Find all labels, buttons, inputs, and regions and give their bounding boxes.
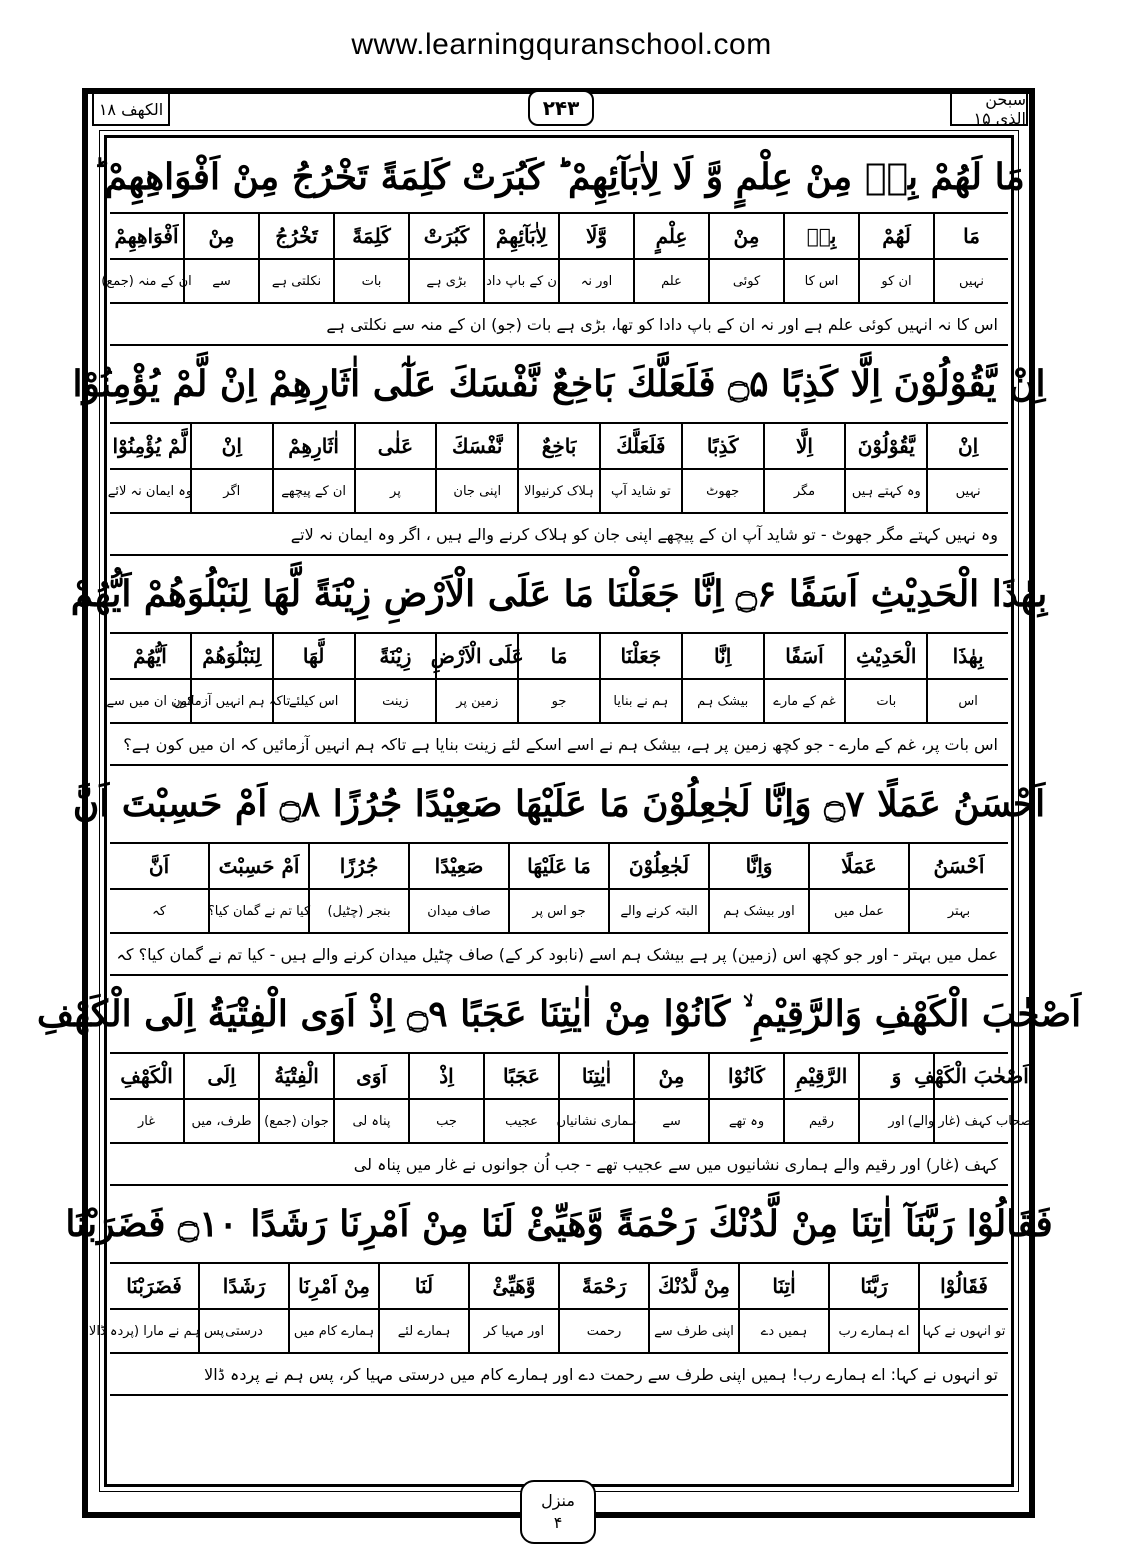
surah-name-label: الکھف ۱۸ [92, 92, 170, 126]
arabic-word-cell: لَهُمْ [858, 214, 933, 258]
urdu-meaning-cell: رحمت [558, 1310, 648, 1352]
arabic-word-cell: اِلَّا [763, 424, 845, 468]
urdu-meaning-cell: کون ان میں سے [106, 693, 194, 709]
urdu-meaning-cell: البتہ کرنے والے [608, 890, 708, 932]
arabic-word-cell: الرَّقِيْمِ [783, 1054, 858, 1098]
word-meaning-row [110, 1100, 1036, 1144]
arabic-word-cell: لِاٰبَآئِهِمْ [483, 214, 558, 258]
manzil-number: ۴ [553, 1513, 563, 1532]
urdu-translation-line: کہف (غار) اور رقیم والے ہماری نشانیوں میں سے عجیب تھے - جب اُن جوانوں نے غار میں پناہ لی [110, 1144, 1008, 1186]
arabic-word-cell: مَا [933, 214, 1008, 258]
urdu-meaning-cell: جو [517, 680, 599, 722]
urdu-meaning-cell: ان کے منہ (جمع) [101, 273, 192, 289]
verse-section [72, 346, 1046, 556]
arabic-word-cell: اَنَّ [148, 854, 170, 878]
urdu-meaning-cell: ہلاک کرنیوالا [517, 470, 599, 512]
urdu-meaning-cell: اور [858, 1100, 933, 1142]
urdu-meaning-cell: بڑی ہے [408, 260, 483, 302]
para-name-label: سبحن الذی ۱۵ [950, 92, 1028, 126]
arabic-word-cell: يَّقُوْلُوْنَ [844, 424, 926, 468]
word-by-word-row [110, 844, 1008, 890]
urdu-meaning-cell: کوئی [708, 260, 783, 302]
arabic-word-cell: زِيْنَةً [354, 634, 436, 678]
verse-arabic-line: مَا لَهُمْ بِهٖ مِنْ عِلْمٍ وَّ لَا لِاٰبَآئِهِمْ ؕ كَبُرَتْ كَلِمَةً تَخْرُجُ مِنْ اَفْوَاهِهِمْ ؕ [110, 142, 1008, 214]
arabic-word-cell: وَ [858, 1054, 933, 1098]
arabic-word-cell: اٰيٰتِنَا [558, 1054, 633, 1098]
urdu-meaning-cell: بات [844, 680, 926, 722]
urdu-meaning-cell: تو شاید آپ [599, 470, 681, 512]
urdu-meaning-cell: ہماری نشانیاں [558, 1100, 633, 1142]
arabic-word-cell: بِهٰذَا [926, 634, 1008, 678]
urdu-translation-line: تو انہوں نے کہا: اے ہمارے رب! ہمیں اپنی طرف سے رحمت دے اور ہمارے کام میں درستی مہیا کر، پس ہم نے پردہ ڈالا [110, 1354, 1008, 1396]
arabic-word-cell: اٰثَارِهِمْ [272, 424, 354, 468]
arabic-word-cell: بَاخِعٌ [517, 424, 599, 468]
arabic-word-cell: عَلٰى [354, 424, 436, 468]
arabic-word-cell: كَانُوْا [708, 1054, 783, 1098]
arabic-word-cell: عَلَى الْاَرْضِ [435, 634, 517, 678]
urdu-meaning-cell: ہمارے لئے [378, 1310, 468, 1352]
urdu-translation-line: اس کا نہ انہیں کوئی علم ہے اور نہ ان کے باپ دادا کو تھا، بڑی ہے بات (جو) ان کے منہ سے نکلتی ہے [110, 304, 1008, 346]
page-number: ۲۴۳ [528, 90, 594, 126]
urdu-meaning-cell: غم کے مارے [763, 680, 845, 722]
urdu-meaning-cell: جھوٹ [681, 470, 763, 512]
arabic-word-cell: وَاِنَّا [708, 844, 808, 888]
urdu-meaning-cell: اے ہمارے رب [828, 1310, 918, 1352]
urdu-meaning-cell: پر [354, 470, 436, 512]
arabic-word-cell: لِنَبْلُوَهُمْ [190, 634, 272, 678]
arabic-word-cell: رَحْمَةً [558, 1264, 648, 1308]
urdu-meaning-cell: ہمارے کام میں [288, 1310, 378, 1352]
urdu-meaning-cell: طرف، میں [183, 1100, 258, 1142]
arabic-word-cell: لَّمْ يُؤْمِنُوْا [112, 434, 188, 458]
arabic-word-cell: اِذْ [408, 1054, 483, 1098]
arabic-word-cell: الْكَهْفِ [120, 1064, 173, 1088]
arabic-word-cell: كَذِبًا [681, 424, 763, 468]
arabic-word-cell: مِنْ [633, 1054, 708, 1098]
urdu-translation-line: عمل میں بہتر - اور جو کچھ اس (زمین) پر ہے بیشک ہم اسے (نابود کر کے) صاف چٹیل میدان کرنے والے ہیں - کیا تم نے گمان کیا؟ کہ [110, 934, 1008, 976]
urdu-meaning-cell: عمل میں [808, 890, 908, 932]
arabic-word-cell: تَخْرُجُ [258, 214, 333, 258]
urdu-meaning-cell: وہ تھے [708, 1100, 783, 1142]
urdu-meaning-cell: اور نہ [558, 260, 633, 302]
verse-section [65, 1186, 1053, 1396]
arabic-word-cell: وَّلَا [558, 214, 633, 258]
urdu-meaning-cell: مگر [763, 470, 845, 512]
urdu-meaning-cell: نکلتی ہے [258, 260, 333, 302]
verse-arabic-line: اَحْسَنُ عَمَلًا ۝۷ وَاِنَّا لَجٰعِلُوْنَ مَا عَلَيْهَا صَعِيْدًا جُرُزًا ۝۸ اَمْ حَسِبْتَ اَنَّ [110, 766, 1008, 844]
arabic-word-cell: بِهٖ [783, 214, 858, 258]
urdu-meaning-cell: اگر [190, 470, 272, 512]
arabic-word-cell: مِنْ لَّدُنْكَ [648, 1264, 738, 1308]
manzil-badge [520, 1480, 596, 1544]
verse-section [70, 556, 1048, 766]
urdu-translation-line: وہ نہیں کہتے مگر جھوٹ - تو شاید آپ ان کے پیچھے اپنی جان کو ہلاک کرنے والے ہیں ، اگر وہ ایمان نہ لاتے [110, 514, 1008, 556]
verse-arabic-line: بِهٰذَا الْحَدِيْثِ اَسَفًا ۝۶ اِنَّا جَعَلْنَا مَا عَلَى الْاَرْضِ زِيْنَةً لَّهَا لِنَبْلُوَهُمْ اَيُّهُمْ [110, 556, 1008, 634]
urdu-meaning-cell: اپنی طرف سے [648, 1310, 738, 1352]
urdu-meaning-cell: تاکہ ہم انہیں آزمائیں [190, 680, 272, 722]
verse-section [36, 976, 1082, 1186]
urdu-meaning-cell: زینت [354, 680, 436, 722]
arabic-word-cell: فَقَالُوْا [918, 1264, 1008, 1308]
urdu-meaning-cell: اور بیشک ہم [708, 890, 808, 932]
arabic-word-cell: لَّهَا [272, 634, 354, 678]
verse-section [93, 142, 1025, 346]
urdu-meaning-cell: ہمیں دے [738, 1310, 828, 1352]
urdu-meaning-cell: سے [183, 260, 258, 302]
verse-arabic-line: اِنْ يَّقُوْلُوْنَ اِلَّا كَذِبًا ۝۵ فَلَعَلَّكَ بَاخِعٌ نَّفْسَكَ عَلٰٓى اٰثَارِهِمْ اِنْ لَّمْ يُؤْمِنُوْا [110, 346, 1008, 424]
arabic-word-cell: جُرُزًا [308, 844, 408, 888]
urdu-meaning-cell: بیشک ہم [681, 680, 763, 722]
arabic-word-cell: مَا عَلَيْهَا [508, 844, 608, 888]
urdu-meaning-cell: جو اس پر [508, 890, 608, 932]
word-by-word-row [110, 424, 1008, 470]
urdu-meaning-cell: وہ ایمان نہ لائے [107, 483, 193, 499]
arabic-word-cell: رَشَدًا [198, 1264, 288, 1308]
arabic-word-cell: عَجَبًا [483, 1054, 558, 1098]
arabic-word-cell: اَوَى [333, 1054, 408, 1098]
arabic-word-cell: لَجٰعِلُوْنَ [608, 844, 708, 888]
arabic-word-cell: اِنَّا [681, 634, 763, 678]
urdu-meaning-cell: اس کیلئے [272, 680, 354, 722]
page-content [36, 142, 1082, 1396]
arabic-word-cell: اَسَفًا [763, 634, 845, 678]
arabic-word-cell: اِنْ [190, 424, 272, 468]
arabic-word-cell: اَيُّهُمْ [133, 644, 167, 668]
urdu-meaning-cell: علم [633, 260, 708, 302]
site-url: www.learningquranschool.com [351, 28, 772, 61]
arabic-word-cell: الْفِتْيَةُ [258, 1054, 333, 1098]
word-by-word-row [110, 1054, 1029, 1100]
urdu-meaning-cell: ان کے پیچھے [272, 470, 354, 512]
arabic-word-cell: اِلَى [183, 1054, 258, 1098]
urdu-meaning-cell: وہ کہتے ہیں [844, 470, 926, 512]
urdu-meaning-cell: رقیم [783, 1100, 858, 1142]
urdu-meaning-cell: اس کا [783, 260, 858, 302]
urdu-meaning-cell: جوان (جمع) [258, 1100, 333, 1142]
verse-arabic-line: اَصْحٰبَ الْكَهْفِ وَالرَّقِيْمِ ۙ كَانُوْا مِنْ اٰيٰتِنَا عَجَبًا ۝۹ اِذْ اَوَى الْفِتْيَةُ اِلَى الْكَهْفِ [110, 976, 1008, 1054]
urdu-meaning-cell: پس ہم نے مارا (پردہ ڈالا) [83, 1323, 225, 1339]
urdu-meaning-cell: اس [926, 680, 1008, 722]
verse-arabic-line: فَقَالُوْا رَبَّنَآ اٰتِنَا مِنْ لَّدُنْكَ رَحْمَةً وَّهَيِّئْ لَنَا مِنْ اَمْرِنَا رَشَدًا ۝۱۰ فَضَرَبْنَا [110, 1186, 1008, 1264]
word-by-word-row [110, 634, 1008, 680]
arabic-word-cell: فَضَرَبْنَا [126, 1274, 182, 1298]
urdu-meaning-cell: بنجر (چٹیل) [308, 890, 408, 932]
urdu-meaning-cell: اپنی جان [435, 470, 517, 512]
arabic-word-cell: مِنْ اَمْرِنَا [288, 1264, 378, 1308]
arabic-word-cell: الْحَدِيْثِ [844, 634, 926, 678]
word-meaning-row [83, 1310, 1008, 1354]
arabic-word-cell: مِنْ [708, 214, 783, 258]
urdu-meaning-cell: ان کے باپ دادا [483, 260, 558, 302]
arabic-word-cell: اَحْسَنُ [908, 844, 1008, 888]
urdu-meaning-cell: کہ [152, 903, 166, 919]
urdu-meaning-cell: اور مہیا کر [468, 1310, 558, 1352]
urdu-meaning-cell: غار [137, 1113, 156, 1129]
urdu-meaning-cell: پناہ لی [333, 1100, 408, 1142]
arabic-word-cell: فَلَعَلَّكَ [599, 424, 681, 468]
arabic-word-cell: اٰتِنَا [738, 1264, 828, 1308]
arabic-word-cell: كَبُرَتْ [408, 214, 483, 258]
arabic-word-cell: اَمْ حَسِبْتَ [208, 844, 308, 888]
arabic-word-cell: كَلِمَةً [333, 214, 408, 258]
word-by-word-row [110, 214, 1008, 260]
urdu-meaning-cell: سے [633, 1100, 708, 1142]
verse-section [72, 766, 1046, 976]
manzil-label: منزل [541, 1491, 575, 1510]
urdu-meaning-cell: نہیں [933, 260, 1008, 302]
arabic-word-cell: رَبَّنَا [828, 1264, 918, 1308]
arabic-word-cell: صَعِيْدًا [408, 844, 508, 888]
arabic-word-cell: اَصْحٰبَ الْكَهْفِ [933, 1054, 1008, 1098]
word-meaning-row [110, 890, 1008, 934]
urdu-meaning-cell: نہیں [926, 470, 1008, 512]
urdu-meaning-cell: بہتر [908, 890, 1008, 932]
word-by-word-row [110, 1264, 1008, 1310]
urdu-meaning-cell: عجیب [483, 1100, 558, 1142]
arabic-word-cell: نَّفْسَكَ [435, 424, 517, 468]
urdu-meaning-cell: زمین پر [435, 680, 517, 722]
arabic-word-cell: لَنَا [378, 1264, 468, 1308]
urdu-meaning-cell: بات [333, 260, 408, 302]
arabic-word-cell: مَا [517, 634, 599, 678]
arabic-word-cell: مِنْ [183, 214, 258, 258]
urdu-meaning-cell: ان کو [858, 260, 933, 302]
word-meaning-row [101, 260, 1008, 304]
arabic-word-cell: جَعَلْنَا [599, 634, 681, 678]
word-meaning-row [106, 680, 1008, 724]
word-meaning-row [107, 470, 1008, 514]
arabic-word-cell: عَمَلًا [808, 844, 908, 888]
urdu-meaning-cell: صاف میدان [408, 890, 508, 932]
urdu-meaning-cell: ہم نے بنایا [599, 680, 681, 722]
arabic-word-cell: اَفْوَاهِهِمْ [114, 224, 179, 248]
arabic-word-cell: اِنْ [926, 424, 1008, 468]
urdu-meaning-cell: جب [408, 1100, 483, 1142]
urdu-meaning-cell: اصحاب کہف (غار والے) [933, 1100, 1008, 1142]
urdu-meaning-cell: تو انہوں نے کہا [918, 1310, 1008, 1352]
urdu-translation-line: اس بات پر، غم کے مارے - جو کچھ زمین پر ہے، بیشک ہم نے اسے اسکے لئے زینت بنایا ہے تاکہ ہم انہیں آزمائیں کہ ان میں کون ہے؟ [110, 724, 1008, 766]
arabic-word-cell: وَّهَيِّئْ [468, 1264, 558, 1308]
urdu-meaning-cell: درستی [198, 1310, 288, 1352]
arabic-word-cell: عِلْمٍ [633, 214, 708, 258]
urdu-meaning-cell: کیا تم نے گمان کیا؟ [208, 890, 308, 932]
